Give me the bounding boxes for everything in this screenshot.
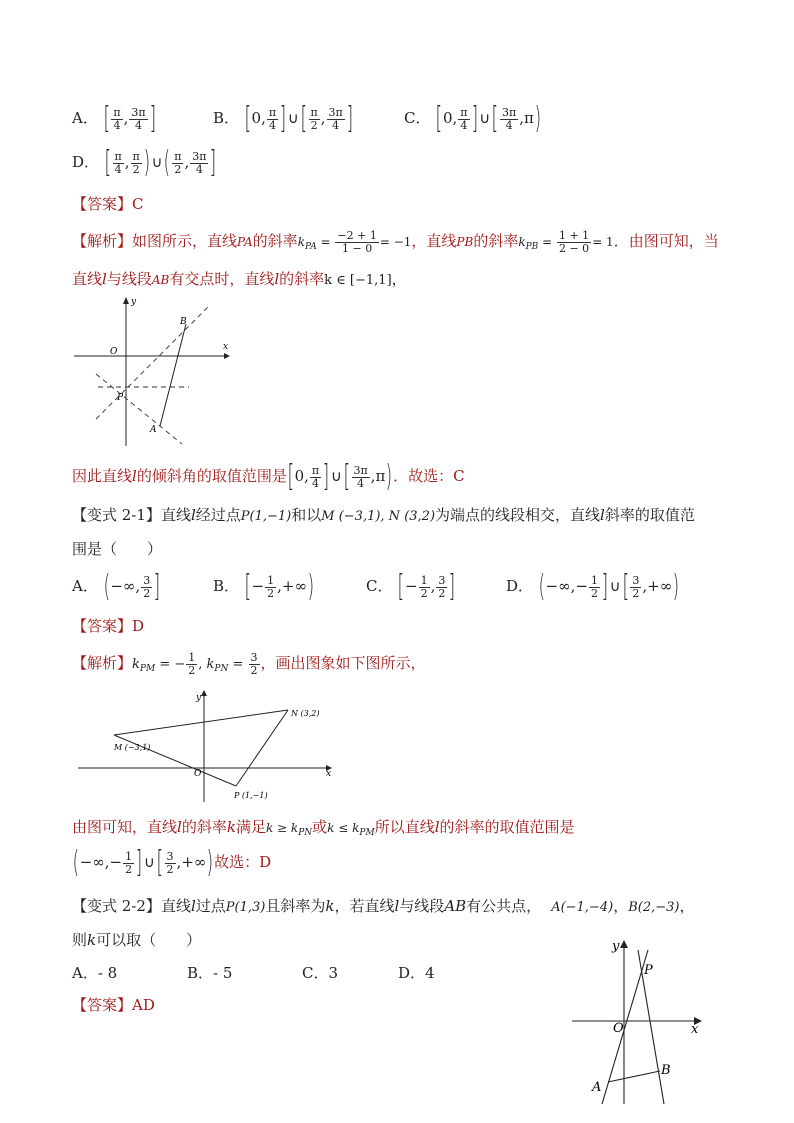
- q2-label-m: M (−3,1): [114, 743, 151, 752]
- q1-label-a: A: [150, 425, 157, 435]
- q3-option-c: C．3: [302, 964, 339, 982]
- q2-answer: 【答案】D: [72, 617, 145, 635]
- q1-x-arrow: [224, 353, 230, 359]
- q1-segment-ab: [160, 324, 186, 426]
- q2-option-a: A． (−∞, $\frac{3}{2}$ ]: [72, 569, 161, 604]
- q2-label-n: N (3,2): [291, 709, 320, 718]
- q1-label-b: B: [180, 317, 187, 327]
- q1-option-c: C． [0, $\frac{\pi}{4}$ ] ∪[ $\frac{3\pi}{4}$ ,π): [404, 101, 541, 136]
- q3-line-through-a: [602, 950, 648, 1104]
- q3-option-d: D．4: [398, 964, 435, 982]
- q2-option-b: B． [− $\frac{1}{2}$ ,+∞): [213, 569, 315, 604]
- q2-segment-mn: [114, 710, 288, 735]
- q2-label-p: P (1,−1): [234, 791, 268, 800]
- q3-figure: [568, 936, 708, 1106]
- q3-stem-line1: 【变式 2-2】直线l过点P(1,3)且斜率为k，若直线l与线段AB有公共点， A(−1,−4)，B(2,−3)，: [72, 897, 695, 915]
- q1-label-x: x: [223, 342, 229, 352]
- q1-label-p: P: [117, 393, 124, 403]
- q1-label-y: y: [131, 297, 137, 307]
- q3-label-b: B: [661, 1063, 671, 1078]
- q2-line-pn: [236, 710, 288, 786]
- q2-label-o: O: [194, 769, 202, 779]
- q1-conclusion: 因此直线l的倾斜角的取值范围是[0, $\frac{\pi}{4}$ ] ∪[ $\frac{3\pi}{4}$ ,π)．故选：C: [72, 459, 465, 494]
- q2-conclusion-line1: 由图可知，直线l的斜率k满足$k \ge k_{PN}$或$k \le k_{PM}$所以直线l的斜率的取值范围是: [72, 818, 575, 838]
- q2-y-arrow: [201, 690, 207, 696]
- q2-stem-line2: 围是（ ）: [72, 540, 163, 558]
- q1-analysis-line1: 【解析】如图所示，直线PA的斜率$k_{PA}$ = $\frac{-2 + 1}{1 - 0}$ = −1，直线PB的斜率$k_{PB}$ = $\frac{1 + 1}{2 - 0}$ = 1．由图可知，当: [72, 229, 719, 255]
- q3-answer: 【答案】AD: [72, 996, 155, 1014]
- q1-option-b: B． [0, $\frac{\pi}{4}$ ] ∪[ $\frac{\pi}{2}$ , $\frac{3\pi}{4}$ ]: [213, 101, 353, 136]
- q3-label-x: x: [691, 1022, 699, 1037]
- q1-figure: [74, 294, 234, 449]
- q1-label-o: O: [110, 347, 118, 357]
- q1-y-arrow: [123, 297, 129, 304]
- q3-stem-line2: 则k可以取（ ）: [72, 931, 202, 949]
- q1-answer: 【答案】C: [72, 195, 144, 213]
- q1-line-pb: [96, 306, 209, 419]
- q3-option-a: A．- 8: [72, 964, 118, 982]
- q3-label-y: y: [612, 939, 620, 954]
- q2-option-d: D． (−∞,− $\frac{1}{2}$ ] ∪[ $\frac{3}{2}$ ,+∞): [506, 569, 680, 604]
- q3-label-a: A: [592, 1080, 602, 1095]
- q1-option-d: D． [ $\frac{\pi}{4}$ , $\frac{\pi}{2}$ ) ∪( $\frac{\pi}{2}$ , $\frac{3\pi}{4}$ ]: [72, 145, 217, 180]
- q2-label-y: y: [196, 693, 202, 703]
- q1-analysis-line2: 直线l与线段AB有交点时，直线l的斜率k ∈ [−1,1]，: [72, 270, 407, 288]
- q3-option-b: B．- 5: [187, 964, 233, 982]
- q3-label-o: O: [613, 1021, 624, 1036]
- q2-label-x: x: [326, 769, 332, 779]
- q2-option-c: C． [− $\frac{1}{2}$ , $\frac{3}{2}$ ]: [366, 569, 456, 604]
- q2-analysis: 【解析】$k_{PM}$ = − $\frac{1}{2}$ , $k_{PN}$ = $\frac{3}{2}$ ，画出图象如下图所示，: [72, 651, 426, 677]
- q3-segment-ab: [608, 1071, 660, 1082]
- q3-label-p: P: [644, 963, 653, 978]
- q1-option-a: A． [ $\frac{\pi}{4}$ , $\frac{3\pi}{4}$ ]: [72, 101, 156, 136]
- q3-y-arrow: [620, 940, 628, 948]
- q2-stem-line1: 【变式 2-1】直线l经过点P(1,−1)和以M (−3,1), N (3,2)为端点的线段相交，直线l斜率的取值范: [72, 506, 695, 524]
- q2-figure: [76, 688, 336, 806]
- q1-line-pa: [96, 374, 182, 444]
- q2-conclusion-line2: (−∞,− $\frac{1}{2}$ ] ∪[ $\frac{3}{2}$ ,+∞)故选：D: [72, 845, 272, 880]
